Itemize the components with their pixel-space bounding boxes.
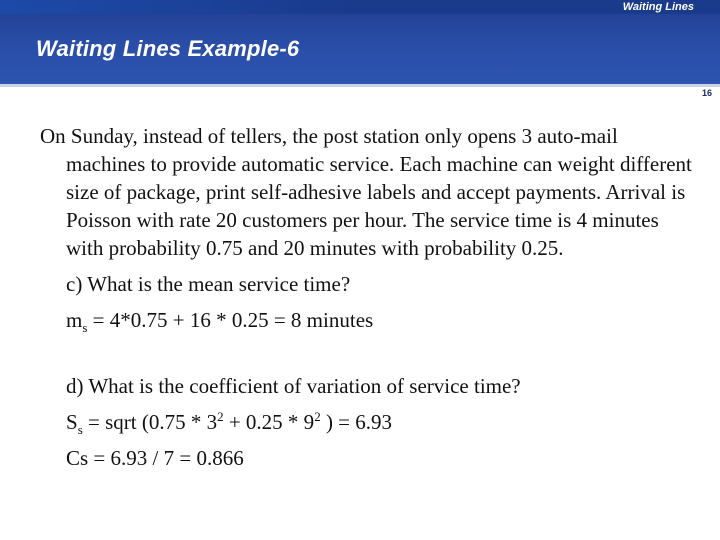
- std-subscript: s: [77, 422, 83, 438]
- slide-body: [40, 122, 700, 472]
- slide-title: Waiting Lines Example-6: [36, 36, 300, 61]
- std-exp-2: 2: [314, 409, 321, 424]
- problem-statement: On Sunday, instead of tellers, the post station only opens 3 auto-mail machines to provide automatic service. Each machine can weight different size of package, print self-adhesive labels and accept payments. Arrival is Poisson with rate 20 customers per hour. The service time is 4 minutes with probability 0.75 and 20 minutes with probability 0.25.: [40, 124, 692, 260]
- answer-c: [40, 306, 700, 334]
- question-c: c) What is the mean service time?: [66, 272, 351, 296]
- slide-topic: Waiting Lines: [622, 1, 694, 13]
- std-expr-3: ) = 6.93: [320, 410, 393, 434]
- question-d: d) What is the coefficient of variation of service time?: [66, 374, 521, 398]
- std-symbol: S: [66, 410, 78, 434]
- std-exp-1: 2: [217, 409, 224, 424]
- std-expr-2: + 0.25 * 9: [223, 410, 315, 434]
- mean-subscript: s: [82, 320, 88, 336]
- answer-d-std: [40, 408, 700, 436]
- mean-symbol: m: [66, 308, 83, 332]
- page-number: 16: [701, 88, 712, 98]
- header-top-strip: [0, 0, 720, 14]
- std-expr-1: = sqrt (0.75 * 3: [82, 410, 218, 434]
- answer-d-cv: Cs = 6.93 / 7 = 0.866: [66, 446, 244, 470]
- mean-expression: = 4*0.75 + 16 * 0.25 = 8 minutes: [87, 308, 374, 332]
- header-divider: [0, 84, 720, 87]
